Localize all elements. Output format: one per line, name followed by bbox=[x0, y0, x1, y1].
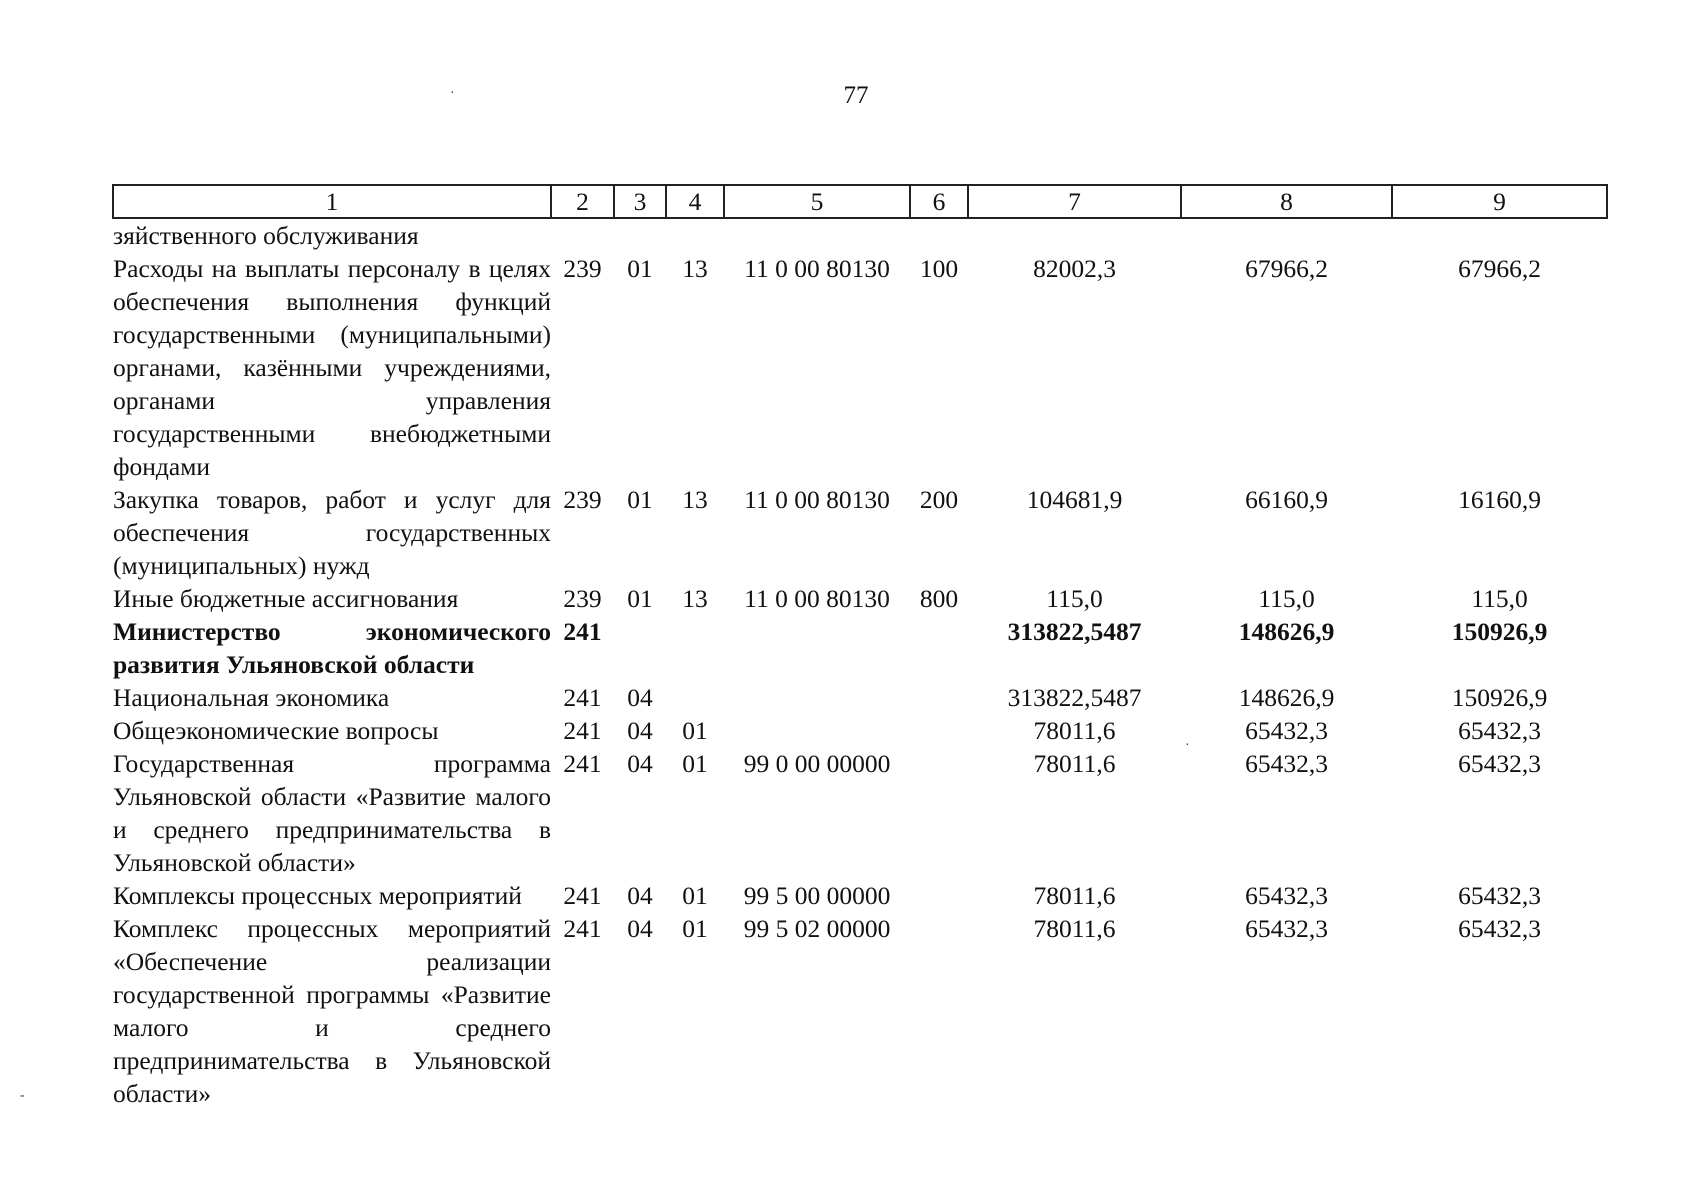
amount-col-8: 115,0 bbox=[1258, 584, 1315, 613]
admin-code: 241 bbox=[563, 617, 602, 646]
amount-col-9: 16160,9 bbox=[1458, 485, 1541, 514]
row-name: Национальная экономика bbox=[113, 683, 390, 712]
amount-col-9: 65432,3 bbox=[1458, 881, 1541, 910]
row-name: Расходы на выплаты персоналу в целях обеспечения выполнения функций государственными (муниципальными) органами, казёнными учреждениями, органами управления государственными внебюджетными фондами bbox=[113, 254, 551, 481]
column-header-5: 5 bbox=[724, 185, 910, 218]
amount-col-7: 313822,5487 bbox=[1007, 683, 1142, 712]
amount-col-7: 313822,5487 bbox=[1007, 617, 1142, 646]
admin-code bbox=[551, 218, 614, 252]
target-article-code bbox=[724, 681, 910, 714]
amount-col-7: 104681,9 bbox=[1026, 485, 1123, 514]
expense-type-code bbox=[910, 747, 968, 879]
subsection-code: 13 bbox=[682, 584, 708, 613]
amount-col-8: 65432,3 bbox=[1245, 716, 1328, 745]
subsection-code: 01 bbox=[682, 749, 708, 778]
admin-code: 241 bbox=[563, 881, 602, 910]
expense-type-code: 200 bbox=[919, 485, 959, 514]
target-article-code: 11 0 00 80130 bbox=[744, 584, 890, 613]
row-name: Общеэкономические вопросы bbox=[113, 716, 439, 745]
section-code: 04 bbox=[627, 881, 653, 910]
expense-type-code bbox=[910, 615, 968, 681]
amount-col-8 bbox=[1181, 218, 1392, 252]
target-article-code: 11 0 00 80130 bbox=[744, 485, 890, 514]
row-name: Иные бюджетные ассигнования bbox=[113, 584, 459, 613]
expense-type-code: 100 bbox=[919, 254, 959, 283]
page-number: 77 bbox=[843, 82, 869, 109]
scan-speck: · bbox=[450, 86, 455, 101]
amount-col-7: 115,0 bbox=[1046, 584, 1103, 613]
table-row bbox=[113, 879, 1607, 912]
target-article-code: 11 0 00 80130 bbox=[744, 254, 890, 283]
expense-type-code bbox=[910, 879, 968, 912]
budget-table bbox=[112, 184, 1608, 1110]
amount-col-8: 67966,2 bbox=[1245, 254, 1328, 283]
amount-col-8: 66160,9 bbox=[1245, 485, 1328, 514]
amount-col-9 bbox=[1392, 218, 1607, 252]
target-article-code bbox=[724, 615, 910, 681]
admin-code: 239 bbox=[563, 584, 602, 613]
row-name: Комплекс процессных мероприятий «Обеспечение реализации государственной программы «Развитие малого и среднего предпринимательства в Ульяновской области» bbox=[113, 914, 551, 1108]
column-header-2: 2 bbox=[551, 185, 614, 218]
section-code: 01 bbox=[627, 584, 653, 613]
subsection-code bbox=[666, 681, 724, 714]
section-code: 04 bbox=[627, 749, 653, 778]
table-body bbox=[113, 218, 1607, 1110]
amount-col-9: 65432,3 bbox=[1458, 716, 1541, 745]
amount-col-9: 65432,3 bbox=[1458, 914, 1541, 943]
table-row bbox=[113, 218, 1607, 252]
amount-col-7: 78011,6 bbox=[1033, 716, 1116, 745]
amount-col-8: 148626,9 bbox=[1238, 683, 1335, 712]
table-row bbox=[113, 582, 1607, 615]
subsection-code: 13 bbox=[682, 254, 708, 283]
column-header-7: 7 bbox=[968, 185, 1181, 218]
admin-code: 241 bbox=[563, 914, 602, 943]
expense-type-code: 800 bbox=[919, 584, 959, 613]
amount-col-8: 65432,3 bbox=[1245, 749, 1328, 778]
table-row bbox=[113, 615, 1607, 681]
row-name: зяйственного обслуживания bbox=[113, 221, 419, 250]
expense-type-code bbox=[910, 218, 968, 252]
amount-col-7: 82002,3 bbox=[1033, 254, 1116, 283]
target-article-code bbox=[724, 714, 910, 747]
amount-col-7 bbox=[968, 218, 1181, 252]
amount-col-7: 78011,6 bbox=[1033, 749, 1116, 778]
section-code: 04 bbox=[627, 716, 653, 745]
table-row bbox=[113, 681, 1607, 714]
target-article-code: 99 0 00 00000 bbox=[743, 749, 891, 778]
row-name: Закупка товаров, работ и услуг для обеспечения государственных (муниципальных) нужд bbox=[113, 485, 551, 580]
row-name: Министерство экономического развития Ульяновской области bbox=[113, 617, 551, 679]
admin-code: 239 bbox=[563, 254, 602, 283]
amount-col-9: 150926,9 bbox=[1451, 683, 1548, 712]
column-header-6: 6 bbox=[910, 185, 968, 218]
subsection-code bbox=[666, 615, 724, 681]
section-code: 01 bbox=[627, 254, 653, 283]
target-article-code bbox=[724, 218, 910, 252]
subsection-code bbox=[666, 218, 724, 252]
table-row bbox=[113, 912, 1607, 1110]
table-row bbox=[113, 714, 1607, 747]
amount-col-8: 148626,9 bbox=[1238, 617, 1335, 646]
table-row bbox=[113, 747, 1607, 879]
section-code bbox=[614, 615, 666, 681]
amount-col-9: 65432,3 bbox=[1458, 749, 1541, 778]
column-header-1: 1 bbox=[113, 185, 551, 218]
column-header-8: 8 bbox=[1181, 185, 1392, 218]
column-header-3: 3 bbox=[614, 185, 666, 218]
target-article-code: 99 5 02 00000 bbox=[743, 914, 891, 943]
expense-type-code bbox=[910, 912, 968, 1110]
amount-col-9: 67966,2 bbox=[1458, 254, 1541, 283]
scan-speck: · bbox=[1185, 738, 1190, 753]
admin-code: 241 bbox=[563, 749, 602, 778]
column-header-9: 9 bbox=[1392, 185, 1607, 218]
header-row bbox=[113, 185, 1607, 218]
expense-type-code bbox=[910, 714, 968, 747]
admin-code: 241 bbox=[563, 683, 602, 712]
section-code bbox=[614, 218, 666, 252]
target-article-code: 99 5 00 00000 bbox=[743, 881, 891, 910]
table-row bbox=[113, 483, 1607, 582]
section-code: 04 bbox=[627, 683, 653, 712]
column-header-4: 4 bbox=[666, 185, 724, 218]
subsection-code: 13 bbox=[682, 485, 708, 514]
admin-code: 241 bbox=[563, 716, 602, 745]
amount-col-8: 65432,3 bbox=[1245, 914, 1328, 943]
scan-speck: - bbox=[20, 1088, 25, 1103]
row-name: Государственная программа Ульяновской области «Развитие малого и среднего предпринимательства в Ульяновской области» bbox=[113, 749, 551, 877]
amount-col-9: 115,0 bbox=[1471, 584, 1528, 613]
subsection-code: 01 bbox=[682, 716, 708, 745]
amount-col-7: 78011,6 bbox=[1033, 881, 1116, 910]
amount-col-7: 78011,6 bbox=[1033, 914, 1116, 943]
section-code: 04 bbox=[627, 914, 653, 943]
subsection-code: 01 bbox=[682, 881, 708, 910]
admin-code: 239 bbox=[563, 485, 602, 514]
subsection-code: 01 bbox=[682, 914, 708, 943]
amount-col-9: 150926,9 bbox=[1451, 617, 1548, 646]
expense-type-code bbox=[910, 681, 968, 714]
row-name: Комплексы процессных мероприятий bbox=[113, 881, 522, 910]
table-row bbox=[113, 252, 1607, 483]
section-code: 01 bbox=[627, 485, 653, 514]
amount-col-8: 65432,3 bbox=[1245, 881, 1328, 910]
